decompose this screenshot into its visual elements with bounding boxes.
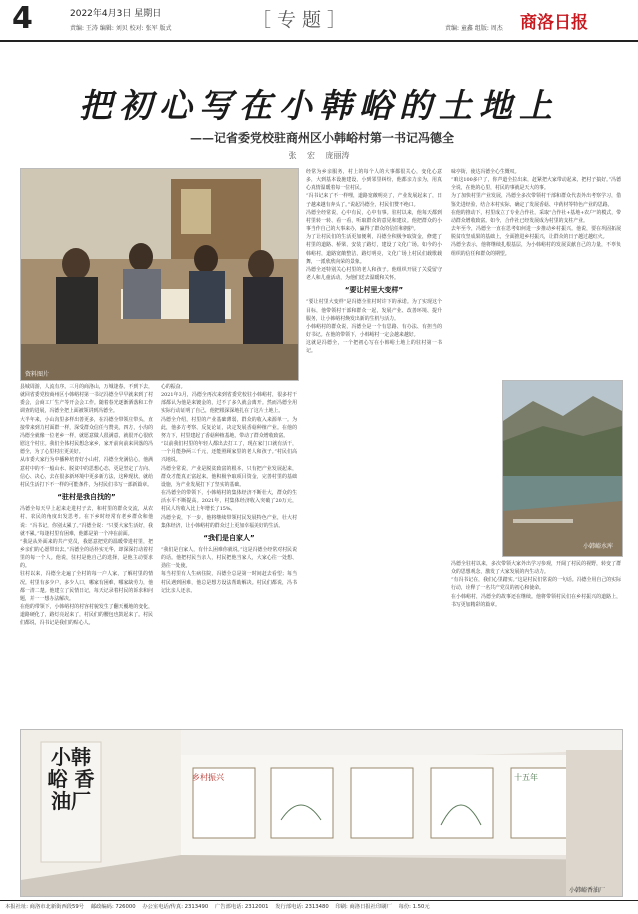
section-heading-1: “驻村是我自找的” [57, 493, 116, 502]
paragraph: 冯德全经常说，心中有民，心中有事。驻村以来，他每天都到村里转一转、看一看，听取群众的意见和建议。他把群众的小事当作自己的大事来办，赢得了群众的信任和拥护。 [306, 209, 442, 233]
page-number: 4 [12, 1, 33, 36]
issue-date: 2022年4月3日 星期日 [70, 9, 162, 19]
footer-zip: 邮政编码: 726000 [90, 904, 136, 910]
paragraph: 驻村以来，冯德全走遍了全村的每一户人家，了解村里的情况。村里有多少户，多少人口，哪家有困难，哪家缺劳力，他都一清二楚。他建立了民情日记，每天记录着村民的诉求和问题，并一一想办法解决。 [20, 571, 153, 602]
article-subhead: ——记省委党校驻商州区小韩峪村第一书记冯德全 [190, 131, 455, 145]
page-footer [0, 900, 638, 914]
paragraph: 县城周游，人流有序。三月的商洛山，万城逢春。不到下去，就回省委党校商州区小韩峪村第一书记冯德全早早就来到了村委会，会商工厂生产等开会会工作。随着春光逐渐洒落和工作调查的进展，冯德全把上面被领讲到冯德全。 [20, 384, 153, 415]
paragraph: 在他的推动下，村里成立了专业合作社，采取“合作社+基地+农户”的模式，带动群众增收致富。如今，合作社已经发展成为村里的支柱产业。 [451, 209, 621, 224]
paragraph: 心的振奋。 [161, 384, 186, 390]
article-authors: 张 宏 庞丽涛 [288, 151, 350, 160]
paragraph: 冯德全介绍，村里的产业基础薄弱，群众的收入来源单一。为此，他多方考察、反复论证，决定发展香菇种植产业。在他的努力下，村里建起了香菇种植基地，带动了群众增收致富。 [161, 416, 297, 439]
footer-price: 每份: 1.50元 [398, 904, 430, 910]
paragraph: 每当村里有人生病住院，冯德全总是第一时间赶去看望；每当村民遇到困难，他总是想方设法帮助解决。村民们都说，冯书记比亲人还亲。 [161, 571, 297, 594]
paragraph: “咱这100多户了，你声道全拉出来，赶紧把大家带动起来，把村子搞好。”冯德全说，在他的心里，村民的事就是天大的事。 [451, 177, 621, 192]
paragraph: 小韩峪村的群众说，冯德全是一个有思路、有办法、有担当的好书记。在他的带领下，小韩峪村一定会越来越好。 [306, 323, 442, 338]
article-column-3 [306, 168, 442, 723]
photo-oil-factory-caption: 小韩峪香油厂 [569, 887, 606, 894]
photo-village-meeting-caption: 资料图片 [25, 371, 50, 378]
paragraph: 去年至今，冯德全一直在思考如何进一步推动乡村振兴。他说，要在巩固拓展脱贫攻坚成果的基础上，全面推进乡村振兴，让群众的日子越过越红火。 [451, 226, 621, 241]
footer-ad: 广告部电话: 2312001 [214, 904, 269, 910]
wall-big-characters: 小韩峪 香油厂 [47, 745, 95, 813]
paragraph: “要让村里大变样”是冯德全驻村时许下的承诺。为了实现这个目标，他带领村干部和群众一起，发展产业、改善环境、提升服务，让小韩峪村焕发出新的生机与活力。 [306, 299, 442, 322]
photo-oil-factory-image [21, 730, 622, 896]
paragraph: 2021年3月，冯德全再次来到省委党校驻小韩峪村，很多村干部都认为他是来镀金的，过不了多久就会离开。然而冯德全用实际行动证明了自己，他把根深深地扎在了这片土地上。 [161, 392, 297, 415]
editor-credits-left: 责编: 王涛 编辑: 刘贝 校对: 张军 版式 [70, 25, 172, 32]
photo-village-meeting-image [21, 169, 298, 380]
newspaper-logo: 商洛日报 [520, 13, 588, 33]
paragraph: 从市委大家行为中播种培育好小山村，冯德全充满信心，他满意村中的不一般山水、脱贫中的思想心态，更是坚定了方向、信心、决心，去在很多新环境中更多新方法，这种现状，就给村民生活打下不一样的可能条件，为村民们书写一部新篇章。 [20, 457, 153, 488]
paragraph: 冯德全说，下一步，他将继续带领村民发展特色产业，壮大村集体经济，让小韩峪村的群众过上更加幸福美好的生活。 [161, 514, 297, 529]
paragraph: 在小韩峪村，冯德全的故事还在继续。他将带领村民们在乡村振兴的道路上，书写更加精彩的篇章。 [451, 593, 621, 608]
wall-board-2: 十五年 [514, 773, 538, 782]
paragraph: “冯书记来了不一样哩，道路宽敞明亮了，产业发展起来了，日子越来越有奔头了。”说起冯德全，村民们赞不绝口。 [306, 193, 442, 208]
section-heading-3: “要让村里大变样” [344, 286, 404, 295]
footer-print: 印刷: 商洛日报社印刷厂 [335, 904, 392, 910]
photo-reservoir-caption: 小韩峪水库 [583, 543, 614, 550]
article-column-4 [451, 168, 621, 376]
paragraph: 在冯德全的带领下，小韩峪村的集体经济不断壮大，群众的生活水平不断提高。2021年，村集体经济收入突破了20万元，村民人均收入比上年增长了15%。 [161, 490, 297, 513]
editor-credits-right: 责编: 童鑫 组版: 周杰 [445, 25, 503, 32]
article-headline: 把初心写在小韩峪的土地上 [79, 86, 559, 125]
paragraph: 在他的带领下，小韩峪村的村容村貌发生了翻天覆地的变化，道路硬化了，路灯亮起来了，村民们的腰包也鼓起来了。村民们都说，冯书记是我们的贴心人。 [20, 604, 153, 627]
paragraph: “我是从外面来的共产党员，我愿意把党的温暖带进村里，把乡亲们的心愿带出去。”冯德全的话朴实无华，却深深打动着村里的每一个人。他说，驻村是他自己的选择，是他主动要求的。 [20, 538, 153, 570]
paragraph: 大半年来，小山沟里多样出善更多，在冯德全带领庄带头，直接带来到力村面群一样，深受群众信任与赞美。四方，小沟的冯德全就像一位老乡一样，就愿意做人很满意，就很开心很欣慰这个村庄。我们全体村民想念家乡，家开前向前来回落的冯德全，为了心里村庄更美好。 [20, 416, 153, 456]
paragraph: 冯德全常说，产业是脱贫致富的根本，只有把产业发展起来，群众才能真正富起来。他积极争取项目资金，完善村里的基础设施，为产业发展打下了坚实的基础。 [161, 465, 297, 488]
paragraph: 为了加快村里产业发展，冯德全多次带领村干部和群众代表外出考察学习，借鉴先进经验，结合本村实际，确定了发展香菇、中药材等特色产业的思路。 [451, 193, 621, 208]
section-heading-2: “我们是自家人” [203, 533, 255, 542]
page-header [0, 0, 638, 42]
article-column-1 [20, 383, 153, 723]
footer-office: 办公室电话/传真: 2313490 [142, 904, 209, 910]
paragraph: “我们是自家人，有什么困难你就说。”这是冯德全经常对村民说的话。他把村民当亲人，村民把他当家人，大家心往一处想、劲往一处使。 [161, 546, 297, 570]
footer-issue: 发行部电话: 2313480 [275, 904, 329, 910]
photo-reservoir [502, 380, 623, 557]
paragraph: 这就是冯德全，一个把初心写在小韩峪土地上的驻村第一书记。 [306, 340, 442, 355]
paragraph: 味亭街，使达冯德全心生慨叹。 [451, 169, 520, 175]
paragraph: “以前我们村里的年轻人都出去打工了，现在家门口就有活干，一个月能挣两三千元，还能照顾家里的老人和孩子。”村民们高兴地说。 [161, 441, 297, 464]
photo-oil-factory [20, 729, 623, 897]
paragraph: 经常为乡亲服务，村上的每个人的大事都很关心，变化心意多，大到基本设施建设，小到邻里纠纷，他都亲力亲为，用真心真情温暖着每一位村民。 [306, 169, 442, 192]
paragraph: 冯德全还特别关心村里的老人和孩子。他组织开展了关爱留守老人和儿童活动，为他们送去温暖和关怀。 [306, 266, 442, 282]
photo-village-meeting [20, 168, 299, 381]
paragraph: “有冯书记在，我们心里踏实。”这是村民们常说的一句话。冯德全用自己的实际行动，诠释了一名共产党员的初心和使命。 [451, 577, 621, 592]
paragraph: 冯德全表示，他将继续扎根基层，为小韩峪村的发展贡献自己的力量，不辜负组织的信任和群众的期望。 [451, 242, 621, 257]
section-label: ［专题］ [251, 9, 352, 31]
paragraph: 冯德全每天早上起来走进村子去，和村里的群众交流，从农村、农民的角度出发思考。在下乡时经常有老乡群众和他说：“冯书记，你别太累了。”冯德全说：“只要大家生活好，我就不累。”每逢村里有困难，他都是第一个冲在前面。 [20, 506, 153, 537]
article-column-5-text [451, 560, 621, 723]
paragraph: 冯德全驻村以来，多次带领大家外出学习参观，开阔了村民的视野，转变了群众的思想观念，激发了大家发展的内生动力。 [451, 561, 621, 576]
photo-reservoir-image [503, 381, 622, 556]
paragraph: 为了让村民们的生活更加便利，冯德全积极争取资金，修建了村里的道路、桥梁，安装了路灯，建设了文化广场。如今的小韩峪村，道路宽敞整洁，路灯明亮，文化广场上村民们载歌载舞，一派欣欣向荣的景象。 [306, 234, 442, 265]
wall-board-1: 乡村振兴 [192, 773, 224, 782]
article-column-2 [161, 383, 297, 723]
footer-address: 本报社址: 商洛市北新街西段59号 [5, 904, 85, 910]
